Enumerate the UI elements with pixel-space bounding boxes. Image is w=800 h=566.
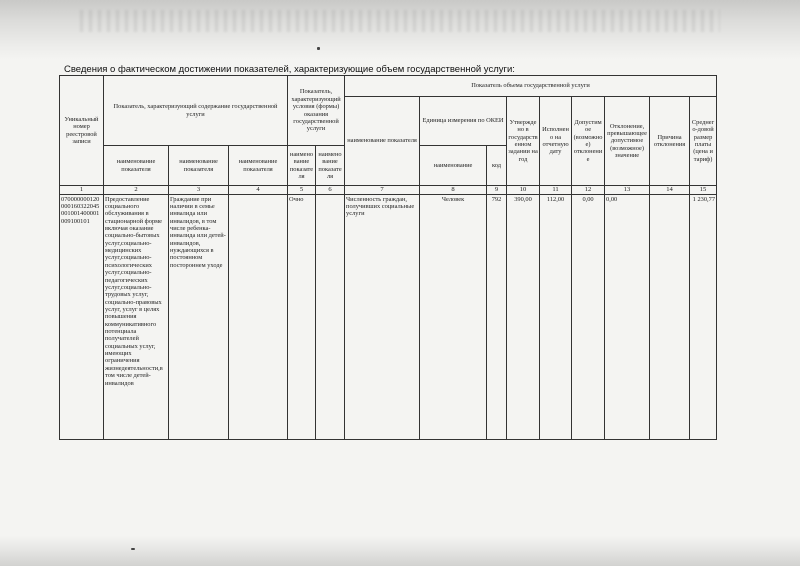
cell-okei-name: Человек xyxy=(420,194,487,439)
header-avg-fee: Среднего-довой размер платы (цена и тариф) xyxy=(690,97,717,186)
column-number: 4 xyxy=(229,186,288,195)
column-number: 14 xyxy=(650,186,690,195)
header-sub-name: наименование показателя xyxy=(229,146,288,186)
column-number: 13 xyxy=(605,186,650,195)
cell-excess-deviation: 0,00 xyxy=(605,194,650,439)
cell-deviation-reason xyxy=(650,194,690,439)
cell-approved: 390,00 xyxy=(507,194,540,439)
header-approved: Утверждено в государственном задании на год xyxy=(507,97,540,186)
header-conditions-indicator: Показатель, характеризующий условия (формы) оказания государственной услуги xyxy=(288,76,345,146)
column-number: 8 xyxy=(420,186,487,195)
cell-indicator-name: Численность граждан, получивших социальные услуги xyxy=(345,194,420,439)
cell-allowed-deviation: 0,00 xyxy=(572,194,605,439)
column-number: 9 xyxy=(487,186,507,195)
cell-executed: 112,00 xyxy=(540,194,572,439)
column-number: 15 xyxy=(690,186,717,195)
scan-speck xyxy=(317,47,320,50)
scan-shadow-top xyxy=(0,0,800,60)
header-excess-deviation: Отклонение, превышающее допустимое (возможное) значение xyxy=(605,97,650,186)
volume-indicators-table xyxy=(59,75,717,440)
scan-speck xyxy=(131,548,135,550)
cell-okei-code: 792 xyxy=(487,194,507,439)
column-number: 2 xyxy=(104,186,169,195)
header-deviation-reason: Причина отклонения xyxy=(650,97,690,186)
header-sub-name: наименование показателя xyxy=(104,146,169,186)
scan-shadow-bottom xyxy=(0,536,800,566)
header-unique-number: Уникальный номер реестровой записи xyxy=(60,76,104,186)
document-title: Сведения о фактическом достижении показателей, характеризующие объем государственной услуги: xyxy=(64,64,515,75)
header-okei-unit: Единица измерения по ОКЕИ xyxy=(420,97,507,146)
header-sub-name: наименование показателя xyxy=(288,146,316,186)
column-number: 6 xyxy=(316,186,345,195)
cell-condition-2 xyxy=(316,194,345,439)
cell-avg-fee: 1 230,77 xyxy=(690,194,717,439)
cell-content-3 xyxy=(229,194,288,439)
header-sub-name: наименование показателя xyxy=(316,146,345,186)
column-number: 12 xyxy=(572,186,605,195)
header-volume-indicator: Показатель объема государственной услуги xyxy=(345,76,717,97)
column-number: 10 xyxy=(507,186,540,195)
header-content-indicator: Показатель, характеризующий содержание государственной услуги xyxy=(104,76,288,146)
cell-content-2: Граждание при наличии в семье инвалида или инвалидов, в том числе ребенка-инвалида или детей-инвалидов, нуждающихся в постоянном постороннем уходе xyxy=(169,194,229,439)
cell-content-1: Предоставление социального обслуживания в стационарной форме включая оказание социально-бытовых услуг,социально-медицинских услуг,социально-психологических услуг,социально-педагогических услуг,социально-трудовых услуг, социально-правовых услуг, услуг в целях повышения коммуникативного потенциала получателей социальных услуг, имеющих ограничения жизнедеятельности,в том числе детей-инвалидов xyxy=(104,194,169,439)
column-number: 11 xyxy=(540,186,572,195)
header-allowed-deviation: Допустимое (возможное) отклонение xyxy=(572,97,605,186)
column-number-row xyxy=(60,186,717,195)
column-number: 5 xyxy=(288,186,316,195)
column-number: 1 xyxy=(60,186,104,195)
header-okei-name: наименование xyxy=(420,146,487,186)
column-number: 3 xyxy=(169,186,229,195)
column-number: 7 xyxy=(345,186,420,195)
data-row xyxy=(60,194,717,439)
header-indicator-name: наименование показателя xyxy=(345,97,420,186)
cell-condition-1: Очно xyxy=(288,194,316,439)
header-executed: Исполнено на отчетную дату xyxy=(540,97,572,186)
header-okei-code: код xyxy=(487,146,507,186)
header-sub-name: наименование показателя xyxy=(169,146,229,186)
cell-unique-number: 070000000120000160322045001001400001009100101 xyxy=(60,194,104,439)
header-row-1 xyxy=(60,76,717,97)
